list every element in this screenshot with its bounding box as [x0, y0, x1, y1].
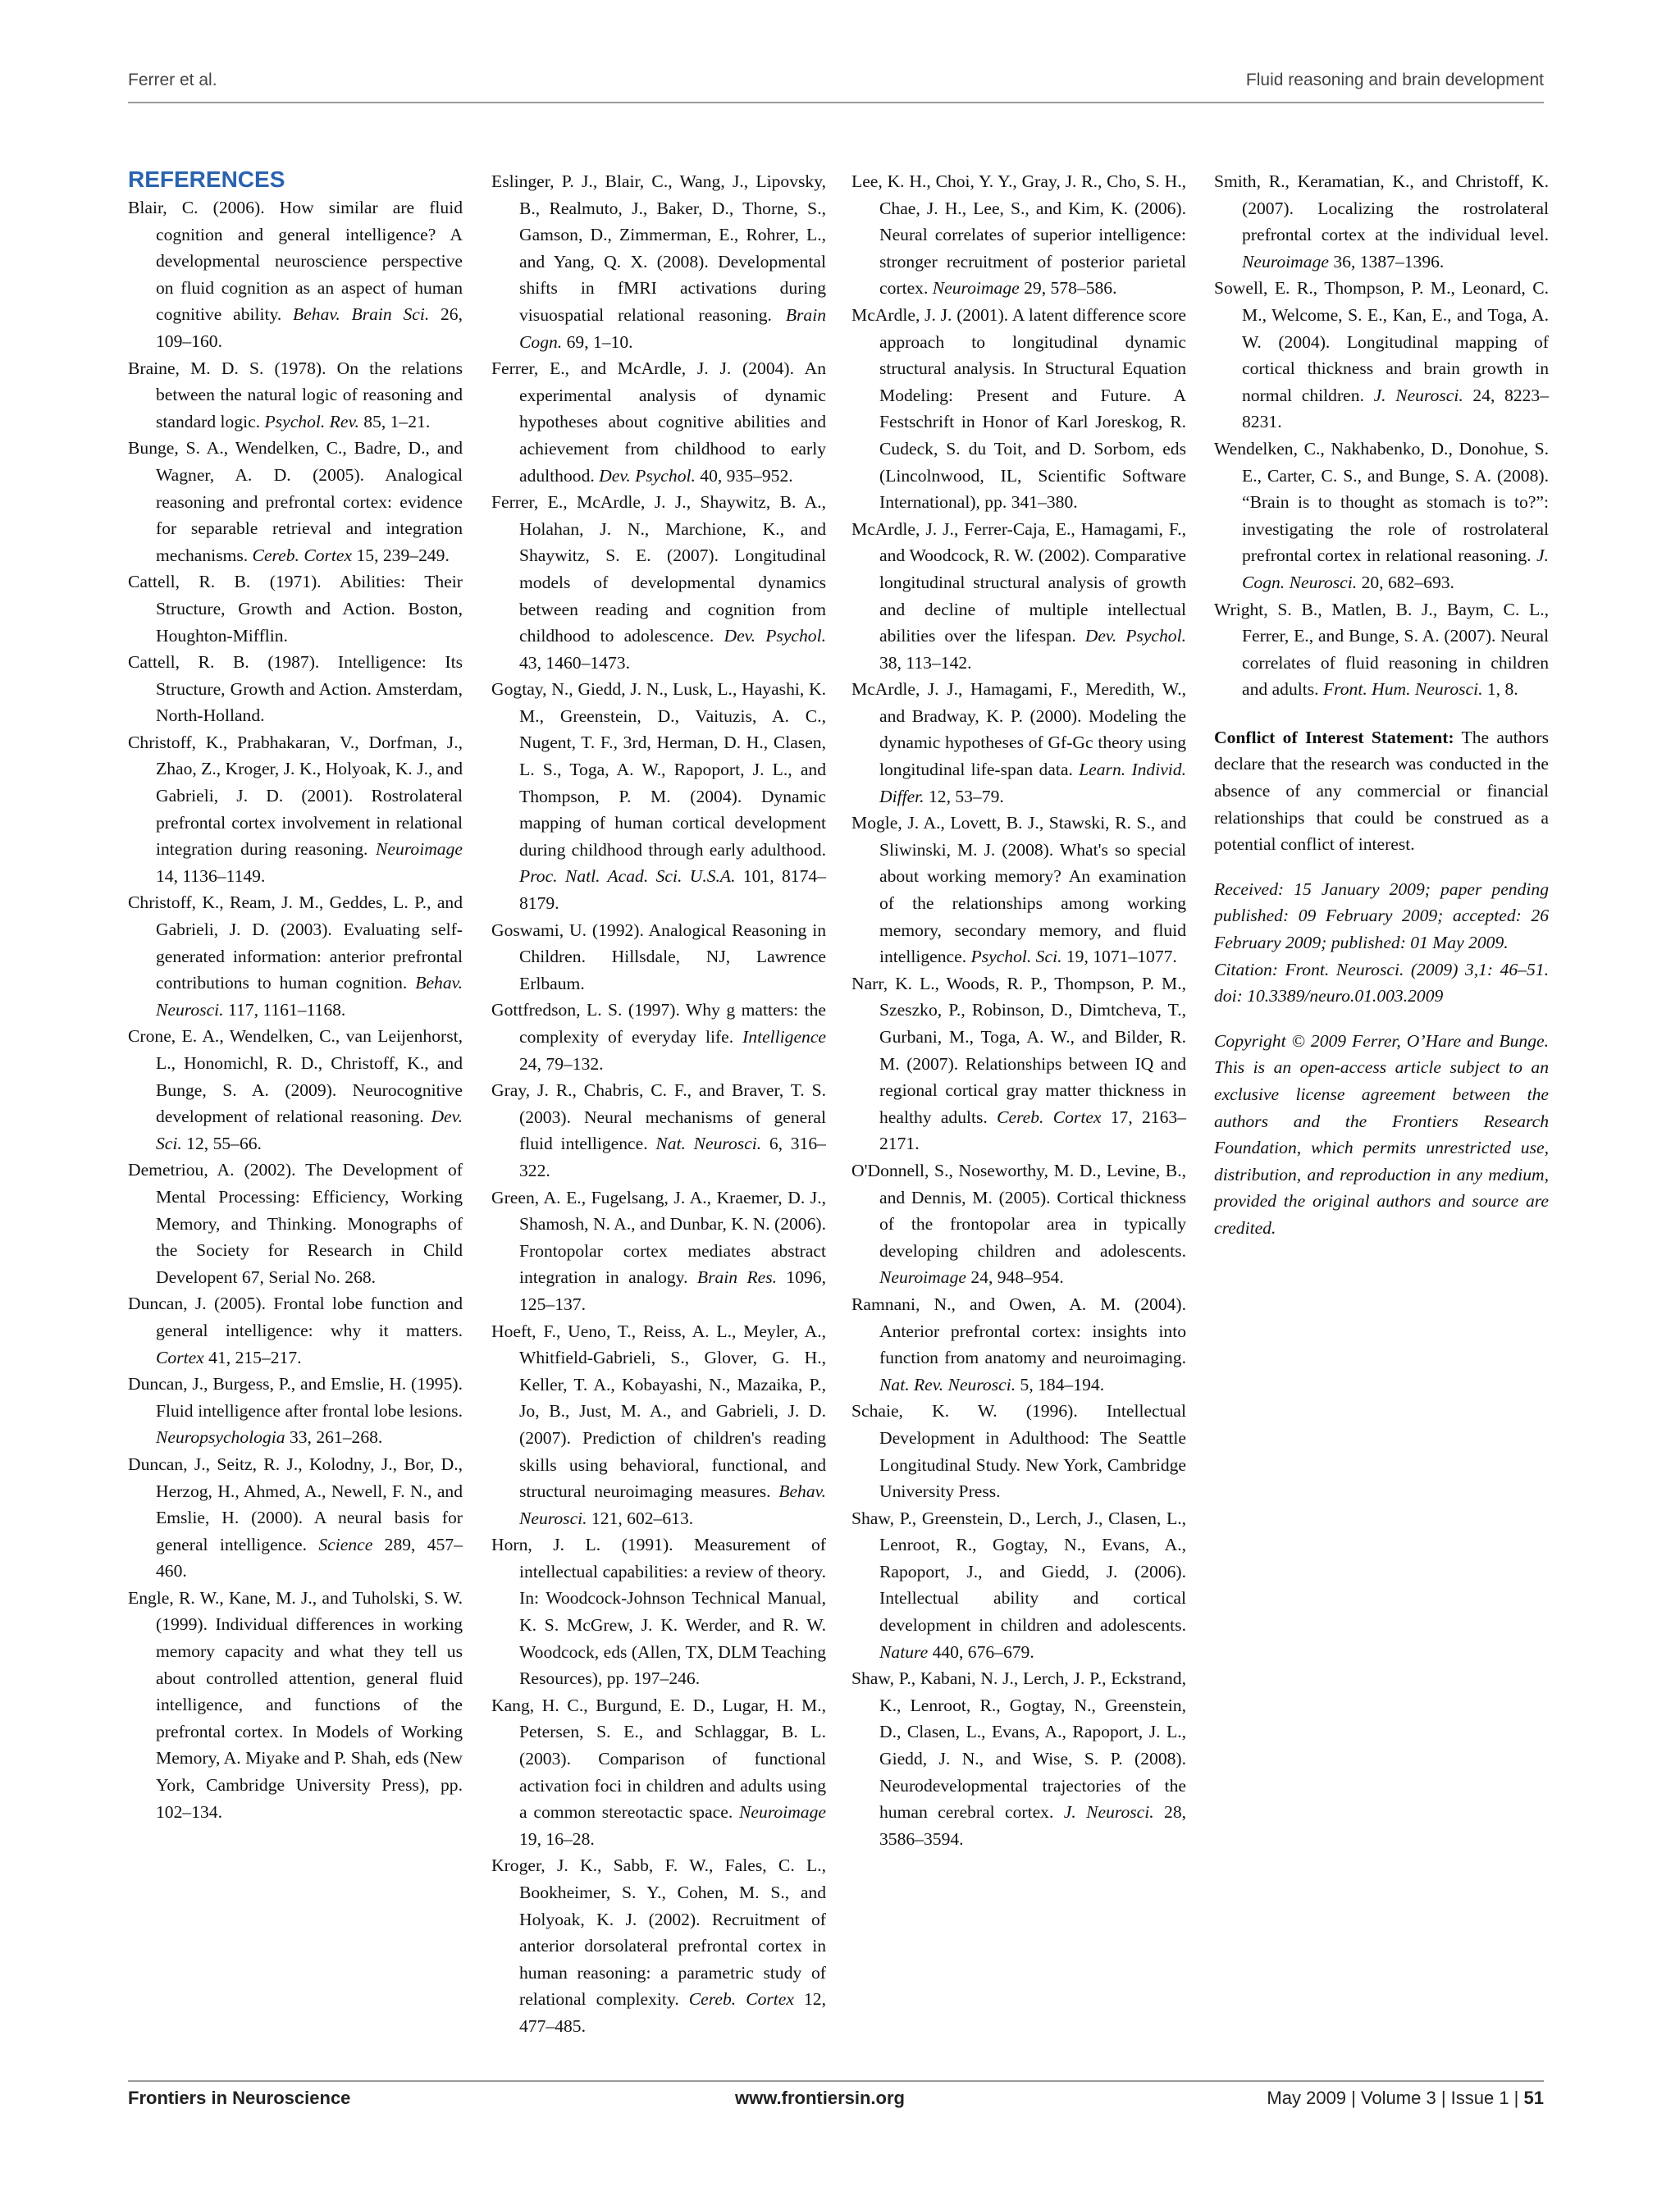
reference-entry	[128, 1371, 463, 1451]
reference-journal: Science	[318, 1534, 373, 1554]
reference-text: O'Donnell, S., Noseworthy, M. D., Levine, B., and Dennis, M. (2005). Cortical thickness of the frontopolar area in typically developing children and adolescents.	[851, 1160, 1186, 1261]
reference-entry	[128, 568, 463, 649]
received-dates: Received: 15 January 2009; paper pending published: 09 February 2009; accepted: 26 February 2009; published: 01 May 2009.	[1214, 879, 1549, 953]
reference-volume-pages: 69, 1–10.	[562, 331, 633, 352]
column-1	[128, 167, 463, 1825]
reference-text: Smith, R., Keramatian, K., and Christoff, K. (2007). Localizing the rostrolateral prefrontal cortex at the individual level.	[1214, 171, 1549, 245]
reference-text: Duncan, J., Burgess, P., and Emslie, H. (1995). Fluid intelligence after frontal lobe lesions.	[128, 1374, 463, 1421]
reference-entry	[491, 997, 826, 1077]
coi-text: The authors declare that the research was conducted in the absence of any commercial or financial relationships that could be construed as a potential conflict of interest.	[1214, 727, 1549, 855]
reference-volume-pages: 17, 2163–2171.	[879, 1107, 1186, 1154]
publication-info	[1214, 876, 1549, 1010]
reference-entry	[851, 676, 1186, 810]
reference-text: Engle, R. W., Kane, M. J., and Tuholski, S. W. (1999). Individual differences in working memory capacity and what they tell us about controlled attention, general fluid intelligence, and functions of the prefrontal cortex. In Models of Working Memory, A. Miyake and P. Shah, eds (New York, Cambridge University Press), pp. 102–134.	[128, 1587, 463, 1822]
reference-volume-pages: 36, 1387–1396.	[1328, 251, 1445, 272]
reference-journal: Behav. Neurosci.	[156, 973, 463, 1020]
reference-text: Gogtay, N., Giedd, J. N., Lusk, L., Hayashi, K. M., Greenstein, D., Vaituzis, A. C., Nugent, T. F., 3rd, Herman, D. H., Clasen, L. S., Toga, A. W., Rapoport, J. L., and Thompson, P. M. (2004). Dynamic mapping of human cortical development during childhood through early adulthood.	[491, 679, 826, 860]
reference-entry	[491, 168, 826, 355]
reference-journal: Cortex	[156, 1347, 204, 1367]
reference-entry	[491, 489, 826, 676]
reference-text: McArdle, J. J. (2001). A latent difference score approach to longitudinal dynamic structural analysis. In Structural Equation Modeling: Present and Future. A Festschrift in Honor of Karl Joreskog, R. Cudeck, S. du Toit, and D. Sorbom, eds (Lincolnwood, IL, Scientific Software International), pp. 341–380.	[851, 304, 1186, 513]
reference-entry	[1214, 596, 1549, 703]
reference-journal: Nat. Neurosci.	[655, 1134, 762, 1154]
reference-text: Cattell, R. B. (1971). Abilities: Their Structure, Growth and Action. Boston, Houghton-Mifflin.	[128, 572, 463, 646]
reference-text: Eslinger, P. J., Blair, C., Wang, J., Lipovsky, B., Realmuto, J., Baker, D., Thorne, S., Gamson, D., Zimmerman, E., Rohrer, L., and Yang, Q. X. (2008). Developmental shifts in fMRI activations during visuospatial relational reasoning.	[491, 171, 826, 325]
reference-entry	[491, 1077, 826, 1184]
column-4	[1214, 168, 1549, 1242]
reference-entry	[851, 810, 1186, 970]
reference-journal: Neuroimage	[879, 1267, 966, 1288]
reference-text: Crone, E. A., Wendelken, C., van Leijenhorst, L., Honomichl, R. D., Christoff, K., and Bunge, S. A. (2009). Neurocognitive development of relational reasoning.	[128, 1026, 463, 1127]
reference-text: Wendelken, C., Nakhabenko, D., Donohue, S. E., Carter, C. S., and Bunge, S. A. (2008). “Brain is to thought as stomach is to?”: investigating the role of rostrolateral prefrontal cortex in relational reasoning.	[1214, 438, 1549, 566]
reference-journal: J. Neurosci.	[1373, 385, 1463, 405]
reference-entry	[851, 516, 1186, 677]
reference-text: Cattell, R. B. (1987). Intelligence: Its Structure, Growth and Action. Amsterdam, North-Holland.	[128, 652, 463, 726]
reference-text: Goswami, U. (1992). Analogical Reasoning in Children. Hillsdale, NJ, Lawrence Erlbaum.	[491, 920, 826, 993]
reference-entry	[851, 1505, 1186, 1666]
reference-volume-pages: 85, 1–21.	[358, 411, 431, 431]
reference-text: Gottfredson, L. S. (1997). Why g matters: the complexity of everyday life.	[491, 1000, 826, 1047]
reference-journal: Neuroimage	[1242, 251, 1329, 272]
reference-journal: Learn. Individ. Differ.	[879, 760, 1187, 806]
reference-entry	[128, 1157, 463, 1290]
reference-volume-pages: 26, 109–160.	[156, 304, 463, 351]
footer-journal: Frontiers in Neuroscience	[128, 2088, 351, 2108]
reference-journal: Nature	[879, 1641, 929, 1662]
reference-journal: Neuropsychologia	[156, 1427, 285, 1448]
reference-text: Mogle, J. A., Lovett, B. J., Stawski, R. S., and Sliwinski, M. J. (2008). What's so special about working memory? An examination of the relationships among working memory, secondary memory, and fluid intelligence.	[851, 813, 1186, 967]
page-number: 51	[1523, 2088, 1544, 2108]
reference-entry	[491, 917, 826, 997]
reference-text: Christoff, K., Ream, J. M., Geddes, L. P., and Gabrieli, J. D. (2003). Evaluating self-generated information: anterior prefrontal contributions to human cognition.	[128, 892, 463, 993]
reference-journal: Brain Res.	[696, 1267, 778, 1288]
reference-text: Ramnani, N., and Owen, A. M. (2004). Anterior prefrontal cortex: insights into function from anatomy and neuroimaging.	[851, 1294, 1186, 1368]
reference-journal: Neuroimage	[739, 1802, 826, 1823]
reference-volume-pages: 28, 3586–3594.	[879, 1802, 1187, 1849]
reference-entry	[851, 1157, 1186, 1291]
footer-issue-text: May 2009 | Volume 3 | Issue 1 |	[1267, 2088, 1524, 2108]
reference-volume-pages: 24, 8223–8231.	[1242, 385, 1550, 432]
reference-volume-pages: 121, 602–613.	[587, 1508, 694, 1528]
citation: Citation: Front. Neurosci. (2009) 3,1: 46–51. doi: 10.3389/neuro.01.003.2009	[1214, 959, 1549, 1006]
reference-volume-pages: 117, 1161–1168.	[223, 999, 346, 1020]
reference-text: Gray, J. R., Chabris, C. F., and Braver, T. S. (2003). Neural mechanisms of general fluid intelligence.	[491, 1080, 826, 1154]
coi-label: Conflict of Interest Statement:	[1214, 727, 1454, 747]
reference-journal: Cereb. Cortex	[997, 1107, 1102, 1127]
reference-entry	[128, 1023, 463, 1157]
reference-entry	[851, 1665, 1186, 1852]
reference-entry	[491, 1184, 826, 1318]
header-authors: Ferrer et al.	[128, 71, 217, 89]
reference-text: Demetriou, A. (2002). The Development of Mental Processing: Efficiency, Working Memory, and Thinking. Monographs of the Society for Research in Child Developent 67, Serial No. 268.	[128, 1160, 463, 1287]
reference-entry	[1214, 275, 1549, 436]
reference-entry	[491, 676, 826, 916]
reference-journal: Dev. Sci.	[156, 1107, 463, 1153]
reference-text: Ferrer, E., and McArdle, J. J. (2004). An experimental analysis of dynamic hypotheses about cognitive abilities and achievement from childhood to early adulthood.	[491, 358, 826, 486]
reference-text: Wright, S. B., Matlen, B. J., Baym, C. L., Ferrer, E., and Bunge, S. A. (2007). Neural correlates of fluid reasoning in children and adults.	[1214, 599, 1549, 700]
reference-volume-pages: 289, 457–460.	[156, 1534, 463, 1582]
reference-text: Bunge, S. A., Wendelken, C., Badre, D., and Wagner, A. D. (2005). Analogical reasoning and prefrontal cortex: evidence for separable retrieval and integration mechanisms.	[128, 438, 463, 565]
reference-journal: J. Neurosci.	[1063, 1802, 1154, 1823]
reference-entry	[1214, 436, 1549, 596]
reference-entry	[128, 1451, 463, 1585]
reference-volume-pages: 38, 113–142.	[879, 652, 972, 673]
reference-volume-pages: 12, 53–79.	[924, 786, 1004, 806]
reference-volume-pages: 20, 682–693.	[1357, 572, 1454, 592]
reference-journal: Cereb. Cortex	[688, 1989, 794, 2010]
reference-journal: Neuroimage	[376, 839, 463, 860]
reference-entry	[851, 1398, 1186, 1504]
reference-volume-pages: 6, 316–322.	[519, 1134, 826, 1180]
reference-volume-pages: 29, 578–586.	[1019, 278, 1117, 299]
reference-journal: Intelligence	[742, 1027, 826, 1047]
reference-volume-pages: 14, 1136–1149.	[156, 865, 266, 886]
reference-journal: Nat. Rev. Neurosci.	[879, 1374, 1016, 1394]
reference-volume-pages: 24, 948–954.	[966, 1267, 1064, 1288]
reference-entry	[128, 1585, 463, 1825]
reference-entry	[128, 649, 463, 729]
reference-volume-pages: 1, 8.	[1482, 679, 1518, 700]
footer-url[interactable]: www.frontiersin.org	[735, 2088, 905, 2108]
reference-journal: Front. Hum. Neurosci.	[1322, 679, 1483, 700]
reference-entry	[128, 889, 463, 1023]
reference-text: Lee, K. H., Choi, Y. Y., Gray, J. R., Cho, S. H., Chae, J. H., Lee, S., and Kim, K. (2006). Neural correlates of superior intelligence: stronger recruitment of posterior parietal cortex.	[851, 171, 1186, 299]
reference-entry	[491, 355, 826, 489]
reference-journal: Behav. Neurosci.	[519, 1481, 826, 1528]
reference-text: Braine, M. D. S. (1978). On the relations between the natural logic of reasoning and standard logic.	[128, 358, 463, 431]
column-2	[491, 168, 826, 2040]
reference-text: Shaw, P., Greenstein, D., Lerch, J., Clasen, L., Lenroot, R., Gogtay, N., Evans, A., Rapoport, J., and Giedd, J. (2006). Intellectual ability and cortical development in children and adolescents.	[851, 1508, 1186, 1636]
column-3	[851, 168, 1186, 1852]
header-rule	[128, 102, 1544, 103]
footer-issue	[1267, 2088, 1544, 2109]
reference-volume-pages: 41, 215–217.	[203, 1347, 302, 1367]
reference-journal: Brain Cogn.	[519, 304, 826, 352]
header-title: Fluid reasoning and brain development	[1245, 71, 1544, 89]
reference-entry	[128, 194, 463, 355]
running-header	[128, 66, 1544, 98]
reference-text: Kroger, J. K., Sabb, F. W., Fales, C. L., Bookheimer, S. Y., Cohen, M. S., and Holyoak, K. J. (2002). Recruitment of anterior dorsolateral prefrontal cortex in human reasoning: a parametric study of relational complexity.	[491, 1855, 826, 2010]
reference-journal: Neuroimage	[932, 278, 1020, 299]
references-heading: REFERENCES	[128, 167, 285, 192]
reference-journal: Psychol. Rev.	[264, 411, 359, 431]
reference-entry	[851, 1291, 1186, 1398]
reference-volume-pages: 101, 8174–8179.	[519, 866, 826, 914]
reference-text: Ferrer, E., McArdle, J. J., Shaywitz, B. A., Holahan, J. N., Marchione, K., and Shaywitz, S. E. (2007). Longitudinal models of developmental dynamics between reading and cognition from childhood to adolescence.	[491, 492, 826, 646]
reference-journal: Dev. Psychol.	[724, 626, 826, 646]
reference-volume-pages: 440, 676–679.	[928, 1641, 1034, 1662]
reference-text: Blair, C. (2006). How similar are fluid cognition and general intelligence? A developmental neuroscience perspective on fluid cognition as an aspect of human cognitive ability.	[128, 198, 463, 325]
reference-entry	[128, 1290, 463, 1371]
reference-text: Kang, H. C., Burgund, E. D., Lugar, H. M., Petersen, S. E., and Schlaggar, B. L. (2003). Comparison of functional activation foci in children and adults using a common stereotactic space.	[491, 1695, 826, 1823]
reference-text: McArdle, J. J., Ferrer-Caja, E., Hamagami, F., and Woodcock, R. W. (2002). Comparative longitudinal structural analysis of growth and decline of multiple intellectual abilities over the lifespan.	[851, 518, 1186, 646]
reference-text: Duncan, J., Seitz, R. J., Kolodny, J., Bor, D., Herzog, H., Ahmed, A., Newell, F. N., and Emslie, H. (2000). A neural basis for general intelligence.	[128, 1454, 463, 1554]
reference-volume-pages: 40, 935–952.	[695, 465, 793, 486]
reference-volume-pages: 43, 1460–1473.	[519, 652, 630, 673]
reference-text: Duncan, J. (2005). Frontal lobe function and general intelligence: why it matters.	[128, 1294, 463, 1340]
conflict-of-interest	[1214, 724, 1549, 858]
reference-text: Narr, K. L., Woods, R. P., Thompson, P. M., Szeszko, P., Robinson, D., Dimtcheva, T., Gurbani, M., Toga, A. W., and Bilder, R. M. (2007). Relationships between IQ and regional cortical gray matter thickness in healthy adults.	[851, 973, 1186, 1127]
reference-entry	[491, 1852, 826, 2039]
reference-journal: Psychol. Sci.	[970, 947, 1062, 967]
reference-volume-pages: 5, 184–194.	[1016, 1374, 1105, 1394]
reference-text: Horn, J. L. (1991). Measurement of intellectual capabilities: a review of theory. In: Woodcock-Johnson Technical Manual, K. S. McGrew, J. K. Werder, and R. W. Woodcock, eds (Allen, TX, DLM Teaching Resources), pp. 197–246.	[491, 1535, 826, 1689]
reference-text: Shaw, P., Kabani, N. J., Lerch, J. P., Eckstrand, K., Lenroot, R., Gogtay, N., Greenstein, D., Clasen, L., Evans, A., Rapoport, J. L., Giedd, J. N., and Wise, S. P. (2008). Neurodevelopmental trajectories of the human cerebral cortex.	[851, 1668, 1186, 1823]
footer-rule	[128, 2080, 1544, 2082]
reference-volume-pages: 12, 55–66.	[181, 1133, 262, 1153]
page-footer	[128, 2088, 1544, 2120]
reference-volume-pages: 33, 261–268.	[285, 1427, 383, 1448]
reference-text: Schaie, K. W. (1996). Intellectual Development in Adulthood: The Seattle Longitudinal Study. New York, Cambridge University Press.	[851, 1401, 1186, 1502]
reference-entry	[1214, 168, 1549, 275]
reference-text: Green, A. E., Fugelsang, J. A., Kraemer, D. J., Shamosh, N. A., and Dunbar, K. N. (2006). Frontopolar cortex mediates abstract integration in analogy.	[491, 1187, 826, 1288]
reference-text: Sowell, E. R., Thompson, P. M., Leonard, C. M., Welcome, S. E., Kan, E., and Toga, A. W. (2004). Longitudinal mapping of cortical thickness and brain growth in normal children.	[1214, 278, 1549, 405]
reference-volume-pages: 19, 1071–1077.	[1061, 947, 1177, 967]
reference-entry	[851, 168, 1186, 302]
copyright-notice: Copyright © 2009 Ferrer, O’Hare and Bunge. This is an open-access article subject to an exclusive license agreement between the authors and the Frontiers Research Foundation, which permits unrestricted use, distribution, and reproduction in any medium, provided the original authors and source are credited.	[1214, 1030, 1549, 1238]
reference-journal: J. Cogn. Neurosci.	[1242, 545, 1549, 592]
reference-entry	[851, 970, 1186, 1157]
reference-volume-pages: 19, 16–28.	[519, 1828, 595, 1849]
reference-entry	[491, 1531, 826, 1692]
reference-entry	[128, 355, 463, 436]
reference-volume-pages: 1096, 125–137.	[519, 1267, 827, 1314]
reference-journal: Proc. Natl. Acad. Sci. U.S.A.	[519, 866, 736, 887]
reference-volume-pages: 12, 477–485.	[519, 1989, 827, 2036]
reference-journal: Dev. Psychol.	[1084, 626, 1186, 646]
reference-volume-pages: 15, 239–249.	[352, 545, 450, 565]
reference-text: Hoeft, F., Ueno, T., Reiss, A. L., Meyler, A., Whitfield-Gabrieli, S., Glover, G. H., Keller, T. A., Kobayashi, N., Mazaika, P., Jo, B., Just, M. A., and Gabrieli, J. D. (2007). Prediction of children's reading skills using behavioral, functional, and structural neuroimaging measures.	[491, 1321, 826, 1502]
reference-entry	[491, 1318, 826, 1532]
reference-entry	[491, 1692, 826, 1853]
reference-volume-pages: 24, 79–132.	[519, 1053, 604, 1074]
reference-entry	[128, 729, 463, 890]
reference-journal: Dev. Psychol.	[599, 465, 696, 486]
reference-text: McArdle, J. J., Hamagami, F., Meredith, W., and Bradway, K. P. (2000). Modeling the dynamic hypotheses of Gf-Gc theory using longitudinal life-span data.	[851, 679, 1186, 780]
reference-journal: Cereb. Cortex	[252, 545, 353, 565]
reference-journal: Behav. Brain Sci.	[293, 304, 430, 325]
reference-entry	[851, 302, 1186, 516]
reference-text: Christoff, K., Prabhakaran, V., Dorfman, J., Zhao, Z., Kroger, J. K., Holyoak, K. J., and Gabrieli, J. D. (2001). Rostrolateral prefrontal cortex involvement in relational integration during reasoning.	[128, 732, 463, 860]
reference-entry	[128, 435, 463, 568]
